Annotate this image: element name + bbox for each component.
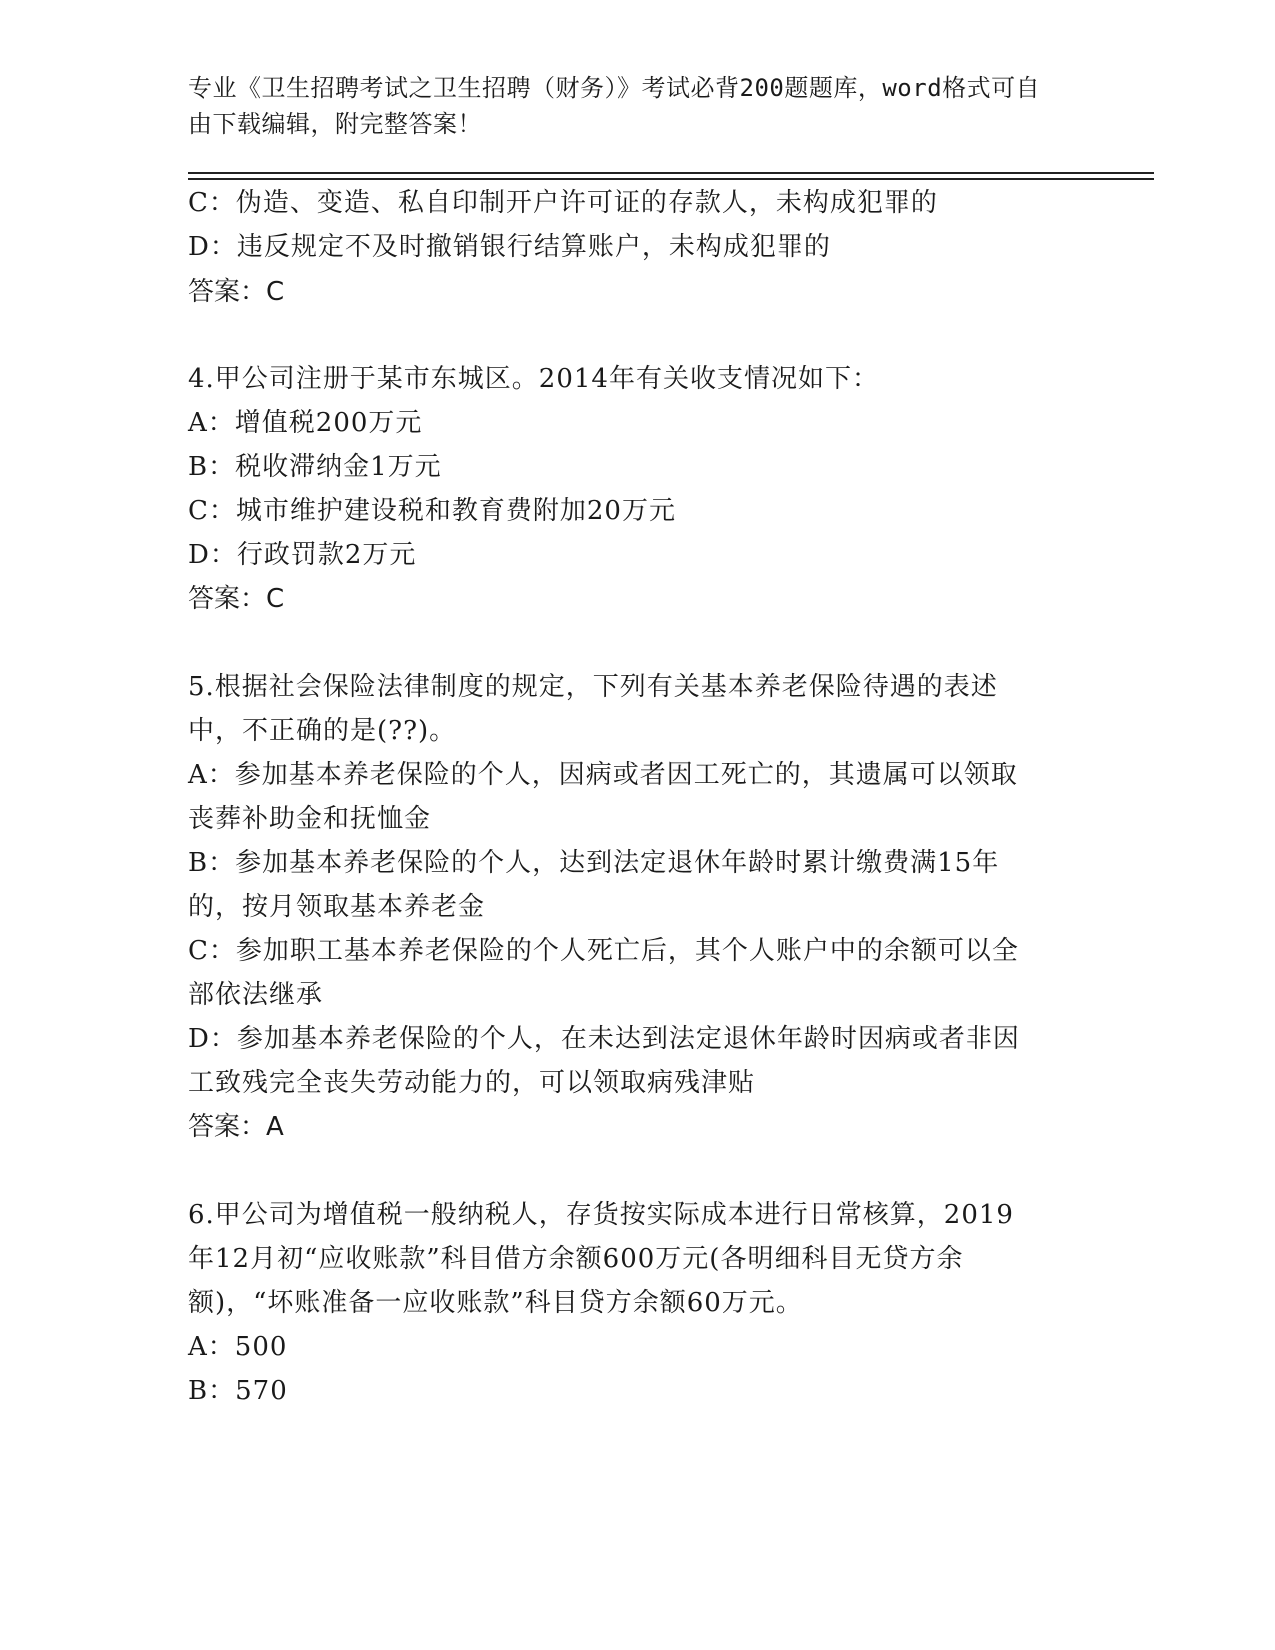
q5-option-c-line-1: C：参加职工基本养老保险的个人死亡后，其个人账户中的余额可以全	[188, 936, 1019, 966]
q3-option-d: D：违反规定不及时撤销银行结算账户，未构成犯罪的	[188, 232, 831, 262]
header-divider-top	[188, 172, 1154, 174]
q3-option-c: C：伪造、变造、私自印制开户许可证的存款人，未构成犯罪的	[188, 188, 938, 218]
q6-stem-line-3: 额)，“坏账准备一应收账款”科目贷方余额60万元。	[188, 1288, 803, 1318]
q5-stem-line-1: 5.根据社会保险法律制度的规定，下列有关基本养老保险待遇的表述	[188, 672, 998, 702]
q5-option-d-line-1: D：参加基本养老保险的个人，在未达到法定退休年龄时因病或者非因	[188, 1024, 1020, 1054]
q6-option-a: A：500	[188, 1332, 288, 1362]
document-header-line-1: 专业《卫生招聘考试之卫生招聘（财务）》考试必背200题题库，word格式可自	[188, 74, 1041, 102]
q4-option-b: B：税收滞纳金1万元	[188, 452, 442, 482]
q4-option-c: C：城市维护建设税和教育费附加20万元	[188, 496, 676, 526]
q4-answer: 答案：C	[188, 584, 285, 614]
q5-stem-line-2: 中，不正确的是(??)。	[188, 716, 457, 746]
q5-option-a-line-1: A：参加基本养老保险的个人，因病或者因工死亡的，其遗属可以领取	[188, 760, 1018, 790]
q4-stem: 4.甲公司注册于某市东城区。2014年有关收支情况如下：	[188, 364, 879, 394]
q4-option-a: A：增值税200万元	[188, 408, 423, 438]
q5-option-c-line-2: 部依法继承	[188, 980, 324, 1010]
q5-option-d-line-2: 工致残完全丧失劳动能力的，可以领取病残津贴	[188, 1068, 756, 1098]
q4-option-d: D：行政罚款2万元	[188, 540, 417, 570]
document-header-line-2: 由下载编辑，附完整答案！	[188, 110, 482, 138]
q5-option-a-line-2: 丧葬补助金和抚恤金	[188, 804, 432, 834]
q6-option-b: B：570	[188, 1376, 288, 1406]
q6-stem-line-1: 6.甲公司为增值税一般纳税人，存货按实际成本进行日常核算，2019	[188, 1200, 1014, 1230]
q6-stem-line-2: 年12月初“应收账款”科目借方余额600万元(各明细科目无贷方余	[188, 1244, 964, 1274]
q5-option-b-line-2: 的，按月领取基本养老金	[188, 892, 486, 922]
q5-option-b-line-1: B：参加基本养老保险的个人，达到法定退休年龄时累计缴费满15年	[188, 848, 1000, 878]
q3-answer: 答案：C	[188, 277, 285, 307]
header-divider-bottom	[188, 178, 1154, 180]
q5-answer: 答案：A	[188, 1112, 284, 1142]
